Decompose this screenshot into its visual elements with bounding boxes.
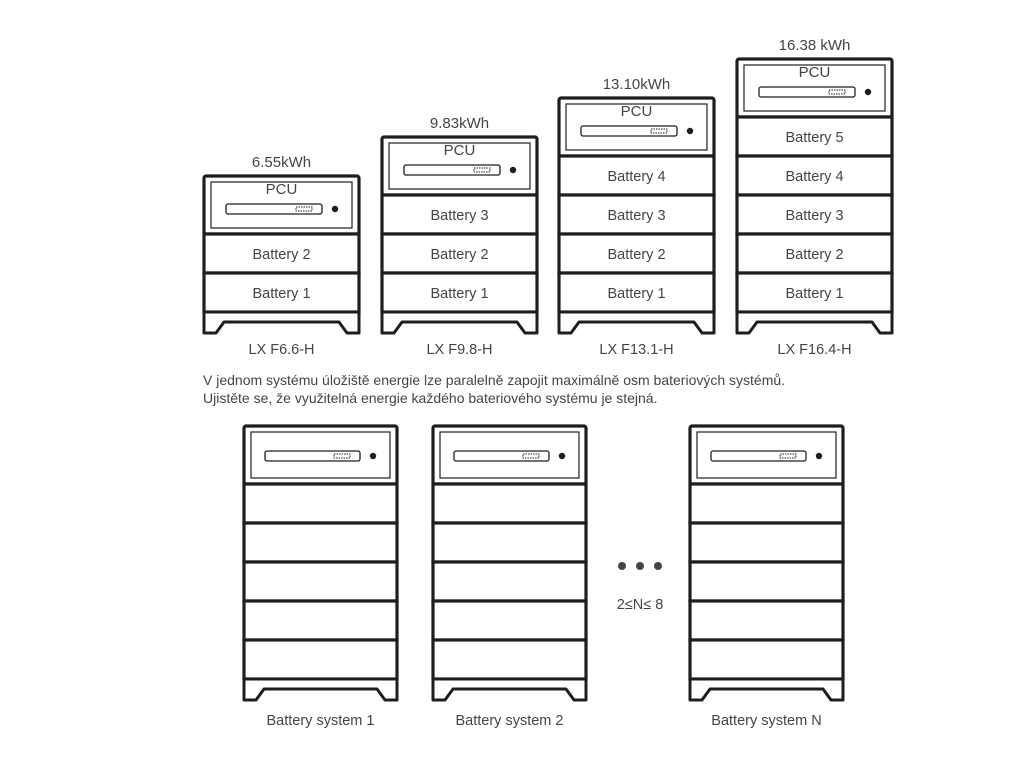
battery-label: Battery 2 xyxy=(252,247,311,263)
power-button-icon xyxy=(816,453,822,459)
battery-system-3 xyxy=(690,426,843,729)
battery-module xyxy=(433,640,586,679)
model-label: LX F9.8-H xyxy=(426,342,493,358)
battery-label: Battery 2 xyxy=(430,247,489,263)
battery-system-1 xyxy=(244,426,397,729)
pcu-label: PCU xyxy=(443,142,476,159)
battery-module xyxy=(244,640,397,679)
model-label: LX F16.4-H xyxy=(777,342,852,358)
unit-base xyxy=(690,679,843,700)
battery-label: Battery 4 xyxy=(785,169,844,185)
pcu-display xyxy=(454,451,549,461)
battery-label: Battery 1 xyxy=(785,286,844,302)
power-button-icon xyxy=(865,89,871,95)
model-label: LX F6.6-H xyxy=(248,342,315,358)
battery-module xyxy=(433,484,586,523)
pcu-display xyxy=(711,451,806,461)
system-label: Battery system 1 xyxy=(266,713,375,729)
power-button-icon xyxy=(510,167,516,173)
pcu-label: PCU xyxy=(265,181,298,198)
unit-base xyxy=(244,679,397,700)
ellipsis-icon xyxy=(618,562,662,570)
pcu-display xyxy=(581,126,677,136)
pcu-display xyxy=(226,204,322,214)
battery-module xyxy=(690,484,843,523)
battery-module xyxy=(690,562,843,601)
description-line-1: V jednom systému úložiště energie lze paralelně zapojit maximálně osm bateriových systémů. xyxy=(203,372,786,388)
unit-base xyxy=(433,679,586,700)
battery-module xyxy=(244,562,397,601)
battery-module xyxy=(244,523,397,562)
capacity-label: 6.55kWh xyxy=(251,154,312,171)
storage-unit-4 xyxy=(737,37,892,358)
unit-base xyxy=(382,312,537,333)
capacity-label: 16.38 kWh xyxy=(778,37,851,54)
battery-module xyxy=(690,640,843,679)
model-label: LX F13.1-H xyxy=(599,342,674,358)
battery-module xyxy=(244,601,397,640)
battery-module xyxy=(244,484,397,523)
battery-label: Battery 3 xyxy=(607,208,666,224)
battery-label: Battery 3 xyxy=(785,208,844,224)
ellipsis-dot xyxy=(636,562,644,570)
storage-unit-3 xyxy=(559,76,714,358)
power-button-icon xyxy=(559,453,565,459)
capacity-label: 9.83kWh xyxy=(429,115,490,132)
battery-module xyxy=(690,523,843,562)
battery-label: Battery 4 xyxy=(607,169,666,185)
pcu-label: PCU xyxy=(620,103,653,120)
battery-label: Battery 1 xyxy=(607,286,666,302)
battery-label: Battery 3 xyxy=(430,208,489,224)
storage-unit-1 xyxy=(204,154,359,358)
power-button-icon xyxy=(332,206,338,212)
battery-module xyxy=(433,562,586,601)
battery-label: Battery 2 xyxy=(785,247,844,263)
battery-label: Battery 5 xyxy=(785,130,844,146)
pcu-display xyxy=(265,451,360,461)
battery-module xyxy=(433,601,586,640)
capacity-label: 13.10kWh xyxy=(602,76,671,93)
power-button-icon xyxy=(687,128,693,134)
battery-label: Battery 2 xyxy=(607,247,666,263)
unit-base xyxy=(559,312,714,333)
battery-label: Battery 1 xyxy=(252,286,311,302)
pcu-display xyxy=(759,87,855,97)
battery-module xyxy=(433,523,586,562)
ellipsis-dot xyxy=(654,562,662,570)
unit-base xyxy=(204,312,359,333)
description-line-2: Ujistěte se, že využitelná energie každého bateriového systému je stejná. xyxy=(203,390,658,406)
battery-module xyxy=(690,601,843,640)
ellipsis-dot xyxy=(618,562,626,570)
range-label: 2≤N≤ 8 xyxy=(616,597,664,613)
pcu-label: PCU xyxy=(798,64,831,81)
battery-label: Battery 1 xyxy=(430,286,489,302)
battery-system-2 xyxy=(433,426,586,729)
pcu-display xyxy=(404,165,500,175)
unit-base xyxy=(737,312,892,333)
system-label: Battery system N xyxy=(711,713,822,729)
system-label: Battery system 2 xyxy=(455,713,564,729)
power-button-icon xyxy=(370,453,376,459)
storage-unit-2 xyxy=(382,115,537,358)
